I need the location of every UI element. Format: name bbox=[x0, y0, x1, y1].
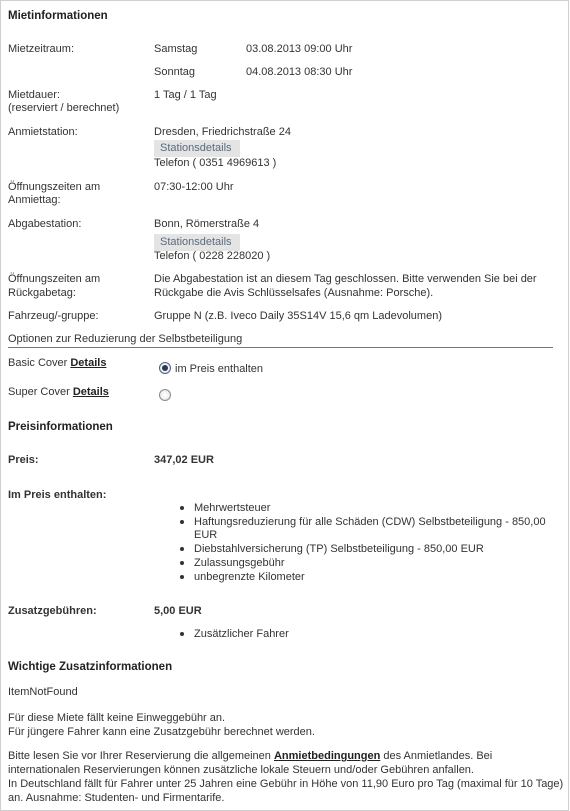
zusatzgebuehren-value: 5,00 EUR bbox=[154, 605, 202, 617]
info-text: des Anmietlandes. Bei bbox=[383, 750, 493, 762]
anmietbedingungen-link[interactable]: Anmietbedingungen bbox=[273, 750, 381, 762]
info-itemnotfound: ItemNotFound bbox=[8, 686, 78, 698]
super-cover-row bbox=[8, 386, 109, 398]
basic-cover-row bbox=[8, 357, 106, 369]
oeffnung-anmiettag-value: 07:30-12:00 Uhr bbox=[154, 181, 234, 193]
info-paragraph-line-1 bbox=[8, 750, 492, 762]
info-junge-fahrer: Für jüngere Fahrer kann eine Zusatzgebühr berechnet werden. bbox=[8, 726, 315, 738]
info-paragraph-line-3: In Deutschland fällt für Fahrer unter 25 Jahren eine Gebühr in Höhe von 11,90 Euro pro Tag (maximal für 10 Tage) bbox=[8, 778, 564, 790]
label-fahrzeuggruppe: Fahrzeug/-gruppe: bbox=[8, 310, 99, 322]
pickup-day: Samstag bbox=[154, 43, 198, 55]
label-oeffnung-rueckgabetag-1: Öffnungszeiten am bbox=[8, 273, 101, 285]
zusatz-item: Zusätzlicher Fahrer bbox=[194, 628, 289, 640]
enthalten-item-continued: EUR bbox=[194, 529, 218, 541]
section-title-mietinformationen: Mietinformationen bbox=[8, 10, 108, 22]
anmietstation-address: Dresden, Friedrichstraße 24 bbox=[154, 126, 291, 138]
enthalten-item: unbegrenzte Kilometer bbox=[194, 571, 305, 583]
enthalten-item: Zulassungsgebühr bbox=[194, 557, 285, 569]
label-zusatzgebuehren: Zusatzgebühren: bbox=[8, 605, 97, 617]
label-im-preis-enthalten: Im Preis enthalten: bbox=[8, 489, 107, 501]
preis-value: 347,02 EUR bbox=[154, 454, 214, 466]
info-text: Bitte lesen Sie vor Ihrer Reservierung die allgemeinen bbox=[8, 750, 271, 762]
bullet bbox=[180, 547, 184, 551]
mietdauer-value: 1 Tag / 1 Tag bbox=[154, 89, 217, 101]
abgabestation-address: Bonn, Römerstraße 4 bbox=[154, 218, 260, 230]
basic-cover-details-link[interactable]: Details bbox=[70, 357, 107, 369]
bullet bbox=[180, 575, 184, 579]
super-cover-details-link[interactable]: Details bbox=[72, 386, 109, 398]
enthalten-item: Diebstahlversicherung (TP) Selbstbeteiligung - 850,00 EUR bbox=[194, 543, 484, 555]
bullet bbox=[180, 561, 184, 565]
info-paragraph-line-4: an. Ausnahme: Studenten- und Firmentarife. bbox=[8, 792, 225, 804]
super-cover-label: Super Cover bbox=[8, 386, 70, 398]
anmietstation-phone: Telefon ( 0351 4969613 ) bbox=[154, 157, 277, 169]
section-title-wichtige-zusatzinformationen: Wichtige Zusatzinformationen bbox=[8, 661, 173, 673]
info-einweggebuehr: Für diese Miete fällt keine Einweggebühr an. bbox=[8, 712, 226, 724]
label-preis: Preis: bbox=[8, 454, 39, 466]
section-title-preisinformationen: Preisinformationen bbox=[8, 421, 113, 433]
label-anmietstation: Anmietstation: bbox=[8, 126, 78, 138]
pickup-datetime: 03.08.2013 09:00 Uhr bbox=[246, 43, 353, 55]
abgabestation-phone: Telefon ( 0228 228020 ) bbox=[154, 250, 271, 262]
label-oeffnung-rueckgabetag-2: Rückgabetag: bbox=[8, 287, 76, 299]
return-datetime: 04.08.2013 08:30 Uhr bbox=[246, 66, 353, 78]
label-oeffnung-anmiettag-2: Anmiettag: bbox=[8, 194, 61, 206]
abgabestation-details-button[interactable]: Stationsdetails bbox=[154, 234, 240, 251]
fahrzeuggruppe-value: Gruppe N (z.B. Iveco Daily 35S14V 15,6 qm Ladevolumen) bbox=[154, 310, 442, 322]
bullet bbox=[180, 632, 184, 636]
label-mietzeitraum: Mietzeitraum: bbox=[8, 43, 75, 55]
label-mietdauer-sub: (reserviert / berechnet) bbox=[8, 102, 120, 114]
bullet bbox=[180, 506, 184, 510]
return-day: Sonntag bbox=[154, 66, 195, 78]
label-mietdauer: Mietdauer: bbox=[8, 89, 60, 101]
info-paragraph-line-2: internationalen Reservierungen können zusätzliche lokale Steuern und/oder Gebühren anfallen. bbox=[8, 764, 474, 776]
label-abgabestation: Abgabestation: bbox=[8, 218, 82, 230]
basic-cover-label: Basic Cover bbox=[8, 357, 68, 369]
bullet bbox=[180, 520, 184, 524]
basic-cover-radio[interactable] bbox=[159, 362, 171, 374]
label-oeffnung-anmiettag-1: Öffnungszeiten am bbox=[8, 181, 101, 193]
enthalten-item: Haftungsreduzierung für alle Schäden (CDW) Selbstbeteiligung - 850,00 bbox=[194, 516, 546, 528]
anmietstation-details-button[interactable]: Stationsdetails bbox=[154, 140, 240, 157]
divider bbox=[8, 347, 553, 348]
section-title-optionen: Optionen zur Reduzierung der Selbstbeteiligung bbox=[8, 333, 243, 345]
super-cover-radio[interactable] bbox=[159, 389, 171, 401]
enthalten-item: Mehrwertsteuer bbox=[194, 502, 271, 514]
oeffnung-rueckgabetag-value-1: Die Abgabestation ist an diesem Tag geschlossen. Bitte verwenden Sie bei der bbox=[154, 273, 537, 285]
basic-cover-choice-label: im Preis enthalten bbox=[175, 363, 264, 375]
oeffnung-rueckgabetag-value-2: Rückgabe die Avis Schlüsselsafes (Ausnahme: Porsche). bbox=[154, 287, 434, 299]
